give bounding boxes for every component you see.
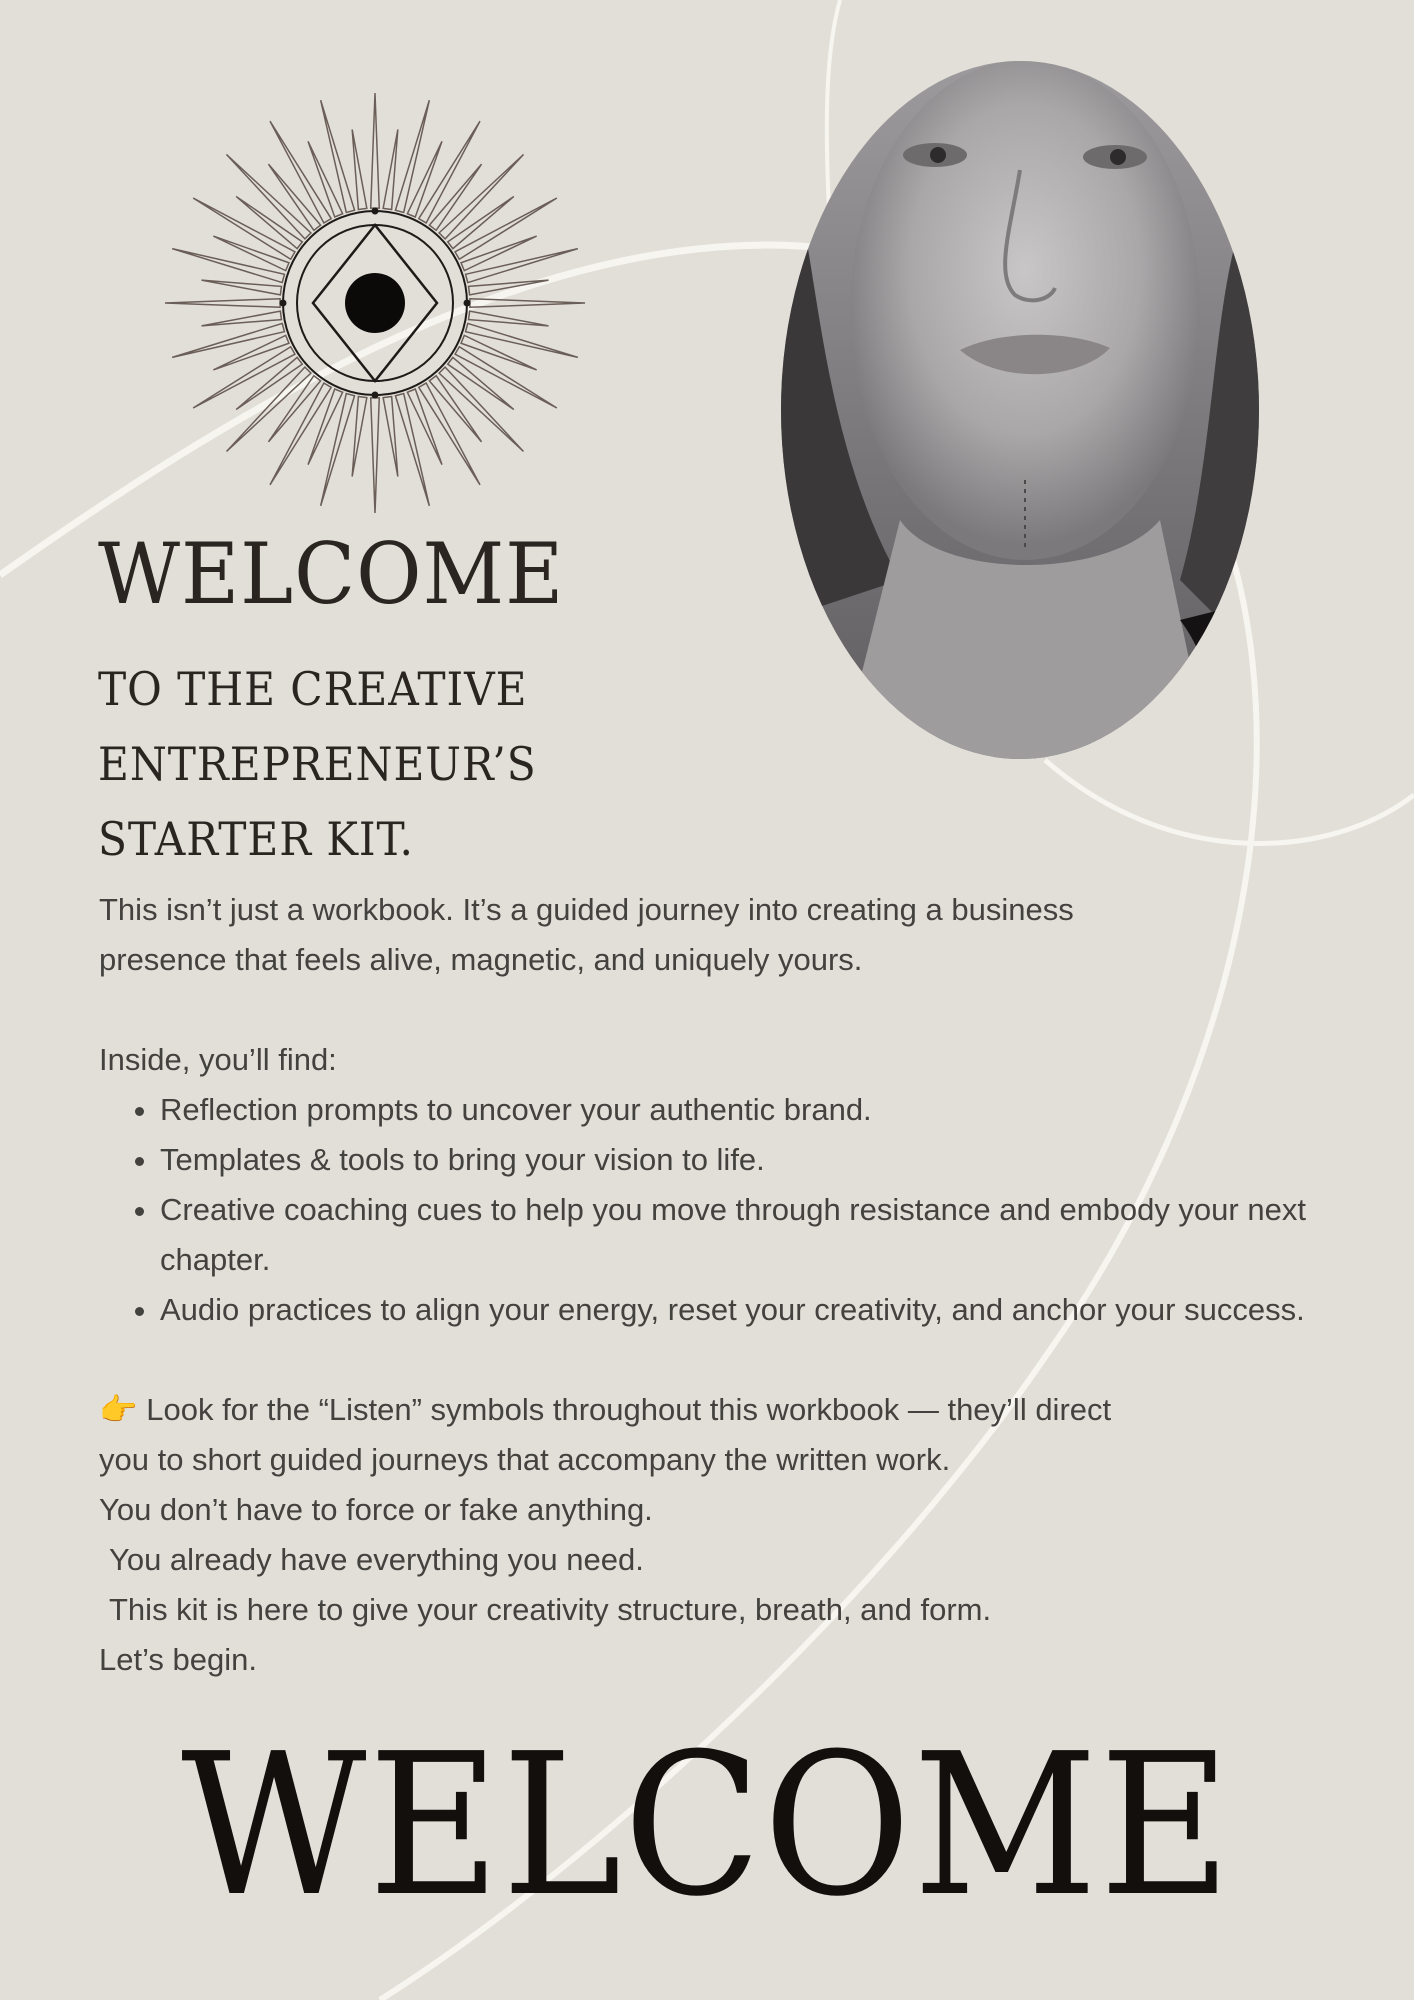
subtitle-line-3: STARTER KIT.	[98, 812, 414, 866]
emblem-ray	[321, 394, 355, 506]
curve-lower-arc	[1045, 760, 1414, 843]
emblem-ray	[429, 376, 481, 442]
closing-line-4: Let’s begin.	[99, 1642, 257, 1677]
emblem-ray	[172, 249, 284, 283]
portrait-pupil-left	[930, 147, 946, 163]
emblem-dot-right	[464, 300, 471, 307]
subtitle-line-2: ENTREPRENEUR’S	[98, 737, 537, 791]
emblem-ray	[268, 164, 320, 230]
emblem-ray	[395, 100, 429, 212]
emblem-ray	[448, 196, 514, 248]
emblem-ray	[201, 311, 281, 326]
emblem-dot-left	[280, 300, 287, 307]
intro-paragraph	[99, 885, 1329, 985]
emblem-ray	[371, 93, 380, 208]
page-title: WELCOME	[98, 525, 565, 623]
emblem-ray	[371, 398, 380, 513]
listen-note	[99, 1385, 1329, 1485]
emblem-ray	[469, 311, 549, 326]
pointing-hand-icon: 👉	[99, 1392, 138, 1428]
emblem-ray	[352, 129, 367, 209]
closing-line-3: This kit is here to give your creativity structure, breath, and form.	[109, 1592, 992, 1627]
listen-note-line-1: Look for the “Listen” symbols throughout this workbook — they’ll direct	[146, 1392, 1112, 1427]
emblem-ray	[352, 397, 367, 477]
emblem-ray	[165, 299, 280, 308]
feature-item: • Audio practices to align your energy, reset your creativity, and anchor your success.	[160, 1285, 1329, 1335]
portrait-shirt	[1180, 600, 1260, 760]
emblem-ray	[448, 357, 514, 409]
emblem-ray	[466, 323, 578, 357]
closing-line-2: You already have everything you need.	[109, 1542, 644, 1577]
feature-list	[99, 1085, 1329, 1335]
emblem-dot-top	[372, 208, 379, 215]
emblem-ray	[395, 394, 429, 506]
body-copy	[99, 885, 1329, 1685]
feature-item: • Reflection prompts to uncover your authentic brand.	[160, 1085, 1329, 1135]
emblem-ray	[321, 100, 355, 212]
intro-line-1: This isn’t just a workbook. It’s a guided journey into creating a business	[99, 892, 1074, 927]
emblem-ray	[201, 280, 281, 295]
emblem-dot-bottom	[372, 392, 379, 399]
page-subtitle	[98, 652, 576, 877]
emblem-ray	[466, 249, 578, 283]
inside-label: Inside, you’ll find:	[99, 1042, 337, 1077]
emblem-ray	[429, 164, 481, 230]
emblem-ray	[383, 397, 398, 477]
emblem-ray	[469, 280, 549, 295]
emblem-ray	[236, 357, 302, 409]
footer-big-title: WELCOME	[181, 1712, 1233, 1940]
feature-item: • Templates & tools to bring your vision to life.	[160, 1135, 1329, 1185]
emblem-ray	[268, 376, 320, 442]
intro-line-2: presence that feels alive, magnetic, and uniquely yours.	[99, 942, 863, 977]
emblem-ray	[383, 129, 398, 209]
closing-line-1: You don’t have to force or fake anything.	[99, 1492, 653, 1527]
subtitle-line-1: TO THE CREATIVE	[98, 662, 528, 716]
portrait-pupil-right	[1110, 149, 1126, 165]
portrait-photo	[780, 60, 1260, 760]
feature-item: • Creative coaching cues to help you move through resistance and embody your next chapter.	[160, 1185, 1329, 1285]
portrait-face	[850, 60, 1200, 560]
emblem-ray	[172, 323, 284, 357]
emblem-ray	[236, 196, 302, 248]
emblem-center-dot	[345, 273, 405, 333]
listen-note-line-2: you to short guided journeys that accompany the written work.	[99, 1442, 951, 1477]
emblem-ray	[470, 299, 585, 308]
sun-diamond-emblem-icon	[160, 88, 590, 518]
